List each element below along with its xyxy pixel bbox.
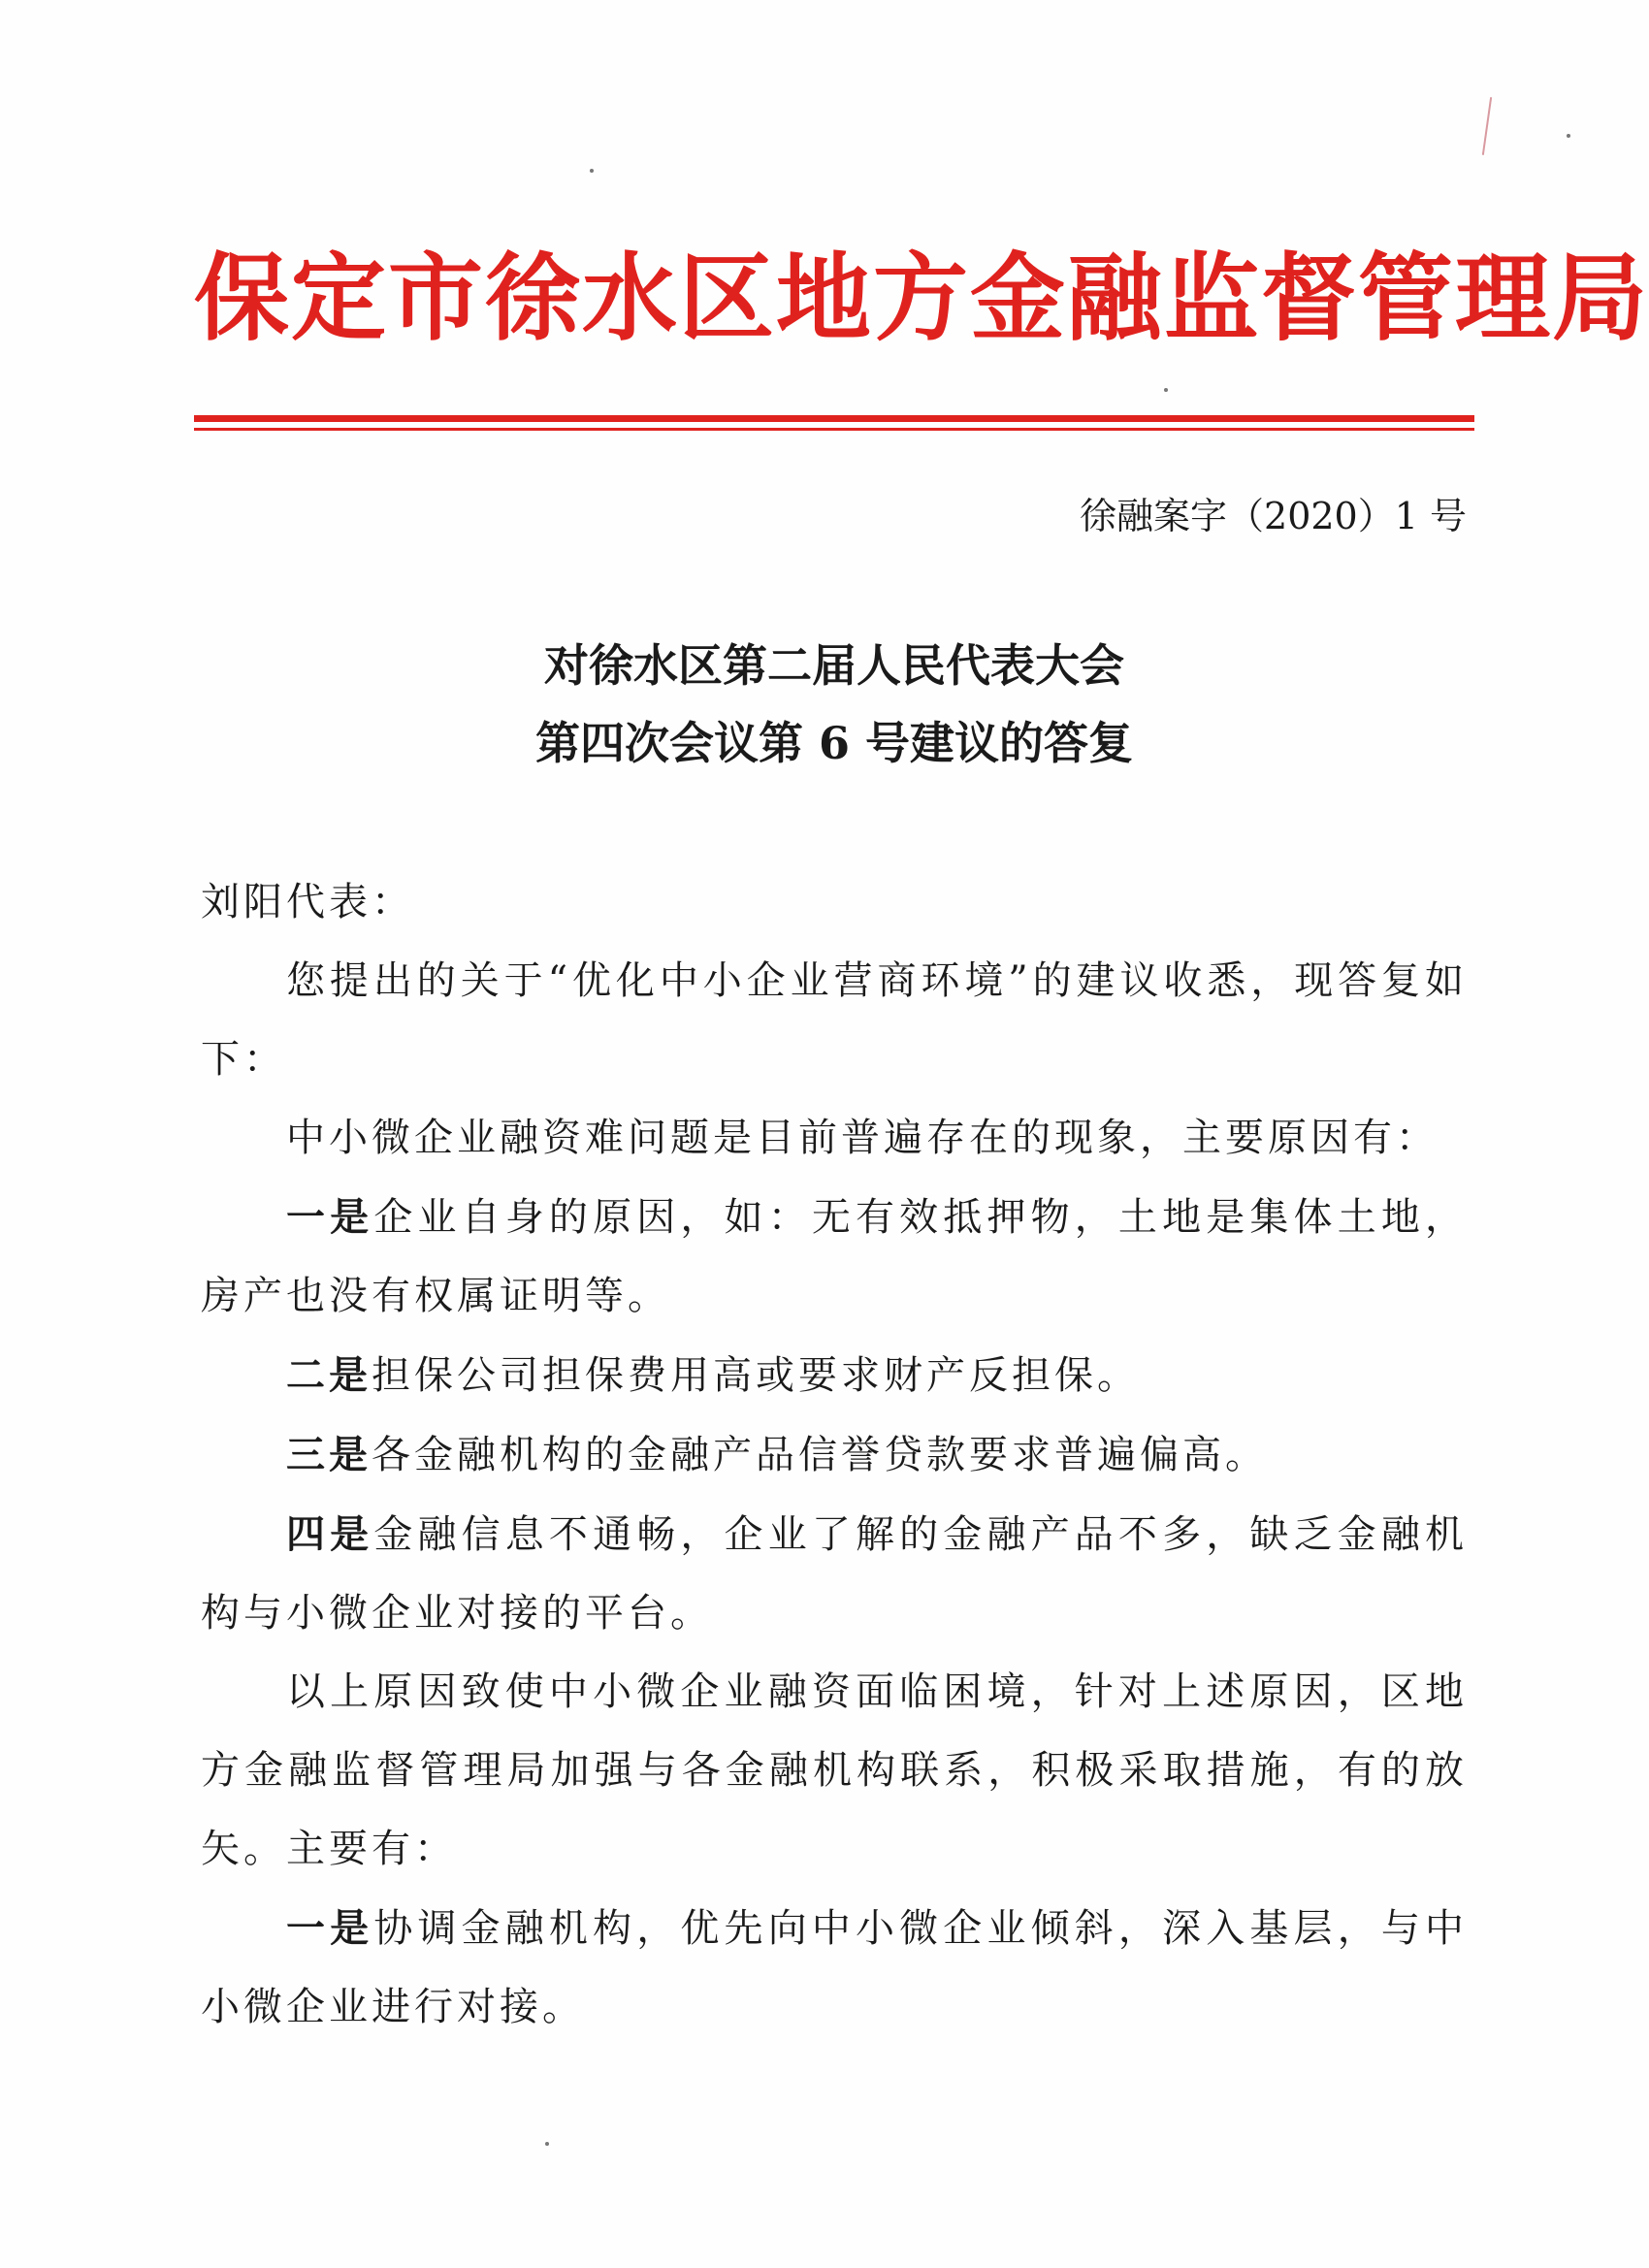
scan-speck <box>590 169 594 173</box>
scan-speck <box>1567 134 1570 138</box>
document-heading-line1: 对徐水区第二届人民代表大会 <box>544 639 1124 692</box>
salutation: 刘阳代表： <box>201 880 414 924</box>
scan-artifact-mark <box>1482 97 1492 155</box>
reason-1-lead: 一是 <box>286 1194 374 1240</box>
measure-item-1 <box>201 1889 1468 2047</box>
agency-letterhead-title: 保定市徐水区地方金融监督管理局 <box>194 243 1649 354</box>
document-number: 徐融案字（2020）1 号 <box>1080 495 1467 537</box>
letterhead-rule-thin <box>194 428 1474 431</box>
heading-line2-suffix: 号建议的答复 <box>850 717 1134 769</box>
paragraph-problem: 中小微企业融资难问题是目前普遍存在的现象，主要原因有： <box>286 1116 1439 1160</box>
reason-4-text: 金融信息不通畅，企业了解的金融产品不多，缺乏金融机构与小微企业对接的平台。 <box>201 1512 1469 1636</box>
letterhead-rule-thick <box>194 415 1474 422</box>
reason-item-2 <box>201 1336 1468 1415</box>
reason-item-4 <box>201 1495 1468 1653</box>
reason-3-text: 各金融机构的金融产品信誉贷款要求普遍偏高。 <box>372 1433 1268 1477</box>
paragraph-measures: 以上原因致使中小微企业融资面临困境，针对上述原因，区地方金融监督管理局加强与各金融机构联系，积极采取措施，有的放矢。主要有： <box>201 1669 1468 1871</box>
scan-speck <box>1164 388 1168 392</box>
reason-2-lead: 二是 <box>286 1352 372 1398</box>
measure-1-lead: 一是 <box>286 1905 374 1951</box>
heading-line2-prefix: 第四次会议第 <box>534 717 819 769</box>
measure-1-text: 协调金融机构，优先向中小微企业倾斜，深入基层，与中小微企业进行对接。 <box>201 1906 1469 2029</box>
paragraph-intro: 您提出的关于“优化中小企业营商环境”的建议收悉，现答复如下： <box>201 958 1468 1082</box>
reason-1-text: 企业自身的原因，如：无有效抵押物，土地是集体土地，房产也没有权属证明等。 <box>201 1195 1469 1318</box>
reason-item-3 <box>201 1415 1468 1495</box>
reason-2-text: 担保公司担保费用高或要求财产反担保。 <box>372 1353 1140 1398</box>
reason-item-1 <box>201 1178 1468 1336</box>
reason-4-lead: 四是 <box>286 1511 374 1557</box>
scan-speck <box>545 2142 549 2146</box>
document-heading-line2 <box>194 714 1474 772</box>
heading-suggestion-number: 6 <box>818 717 850 769</box>
reason-3-lead: 三是 <box>286 1432 372 1477</box>
document-body <box>201 863 1468 2047</box>
